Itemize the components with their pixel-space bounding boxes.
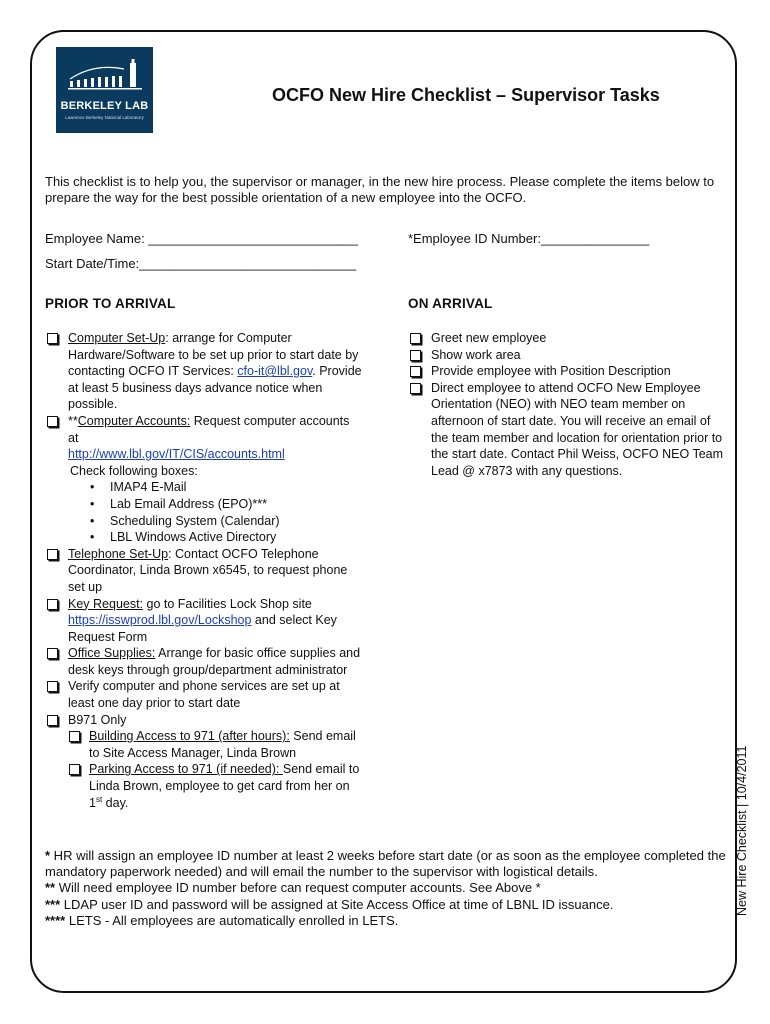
item-text: . Provide at least 5 business days advance notice when possible. xyxy=(68,364,362,412)
checkbox[interactable] xyxy=(410,366,421,377)
checklist-item xyxy=(45,678,363,711)
footnote xyxy=(45,880,735,896)
footnote-text: LDAP user ID and password will be assigned at Site Access Office at time of LBNL ID issuance. xyxy=(60,896,614,912)
logo-subtitle: Lawrence Berkeley National Laboratory xyxy=(65,115,144,120)
building-icon xyxy=(64,57,146,97)
employee-name-field[interactable]: Employee Name: _____________________________ xyxy=(45,231,358,246)
footnote-text: LETS - All employees are automatically enrolled in LETS. xyxy=(65,912,399,928)
item-text: Arrange for basic office supplies and desk keys through group/department administrator xyxy=(68,646,361,677)
footnote-text: Will need employee ID number before can request computer accounts. See Above * xyxy=(55,880,541,896)
checklist-item xyxy=(45,413,363,546)
footnote xyxy=(45,897,735,913)
page-title: OCFO New Hire Checklist – Supervisor Tasks xyxy=(272,85,660,105)
checklist-item xyxy=(45,546,363,596)
checklist-subitem xyxy=(67,761,363,811)
checklist-item xyxy=(45,712,363,729)
footnote-mark: *** xyxy=(45,896,61,912)
list-item: • IMAP4 E-Mail xyxy=(90,479,363,496)
checkbox[interactable] xyxy=(47,681,58,692)
computer-accounts-label: Computer Accounts: xyxy=(77,413,191,428)
intro-text: This checklist is to help you, the supervisor or manager, in the new hire process. Please complete the items below to prepare the way for the best possible orientation of a new employee into the OCFO. xyxy=(45,174,715,205)
checklist-item xyxy=(408,380,728,480)
parking-access-label: Parking Access to 971 (if needed): xyxy=(89,762,283,777)
list-item: • Lab Email Address (EPO)*** xyxy=(90,496,363,513)
checkbox[interactable] xyxy=(47,549,58,560)
checkbox[interactable] xyxy=(410,350,421,361)
accounts-box-list xyxy=(68,479,363,545)
checklist-item xyxy=(45,596,363,646)
footnote-mark: * xyxy=(45,848,51,863)
checkbox[interactable] xyxy=(47,648,58,659)
footnote-mark: **** xyxy=(45,912,66,928)
building-access-label: Building Access to 971 (after hours): xyxy=(89,729,290,744)
employee-id-field[interactable]: *Employee ID Number:_______________ xyxy=(408,231,650,246)
checkbox[interactable] xyxy=(47,599,58,610)
item-text: Provide employee with Position Description xyxy=(431,364,671,379)
footnotes xyxy=(45,848,735,929)
cfo-it-email-link[interactable]: cfo-it@lbl.gov xyxy=(237,364,313,379)
checklist-item xyxy=(45,645,363,678)
computer-setup-label: Computer Set-Up xyxy=(68,331,166,345)
list-item: • Scheduling System (Calendar) xyxy=(90,513,363,530)
item-text: and select Key Request Form xyxy=(68,613,337,644)
telephone-setup-label: Telephone Set-Up xyxy=(68,546,169,561)
prior-list xyxy=(45,330,363,811)
berkeley-lab-logo xyxy=(56,47,153,133)
item-text: Request computer accounts at xyxy=(68,413,350,445)
superscript: st xyxy=(95,794,103,804)
item-text: Send email to Linda Brown, employee to get card from her on 1 xyxy=(89,762,360,810)
key-request-label: Key Request: xyxy=(68,596,144,611)
checklist-item xyxy=(408,363,728,380)
item-text: day. xyxy=(102,795,129,810)
checklist-item xyxy=(408,330,728,347)
footnote xyxy=(45,848,735,880)
checklist-item xyxy=(408,347,728,364)
footnote-mark: ** xyxy=(45,880,56,896)
arrival-heading: ON ARRIVAL xyxy=(408,296,493,311)
footnote xyxy=(45,913,735,929)
item-text: : arrange for Computer Hardware/Software to be set up prior to start date by contacting OCFO IT Services: xyxy=(68,331,359,379)
item-text: : Contact OCFO Telephone Coordinator, Linda Brown x6545, to request phone set up xyxy=(68,546,348,594)
checklist-subitem xyxy=(67,728,363,761)
office-supplies-label: Office Supplies: xyxy=(68,646,156,661)
checkbox[interactable] xyxy=(47,416,58,427)
footnote-text: HR will assign an employee ID number at least 2 weeks before start date (or as soon as the employee completed the mandatory paperwork needed) and will email the number to the supervisor with logistical details. xyxy=(45,848,726,880)
item-text: go to Facilities Lock Shop site xyxy=(143,596,312,611)
item-text: Verify computer and phone services are set up at least one day prior to start date xyxy=(68,679,340,711)
accounts-prefix: ** xyxy=(68,413,78,428)
item-text: Send email to Site Access Manager, Linda Brown xyxy=(89,729,356,760)
item-text: Show work area xyxy=(431,347,521,362)
item-text: B971 Only xyxy=(68,712,127,727)
start-date-field[interactable]: Start Date/Time:______________________________ xyxy=(45,256,357,271)
checkbox[interactable] xyxy=(69,764,80,775)
arrival-list xyxy=(408,330,728,479)
checklist-item xyxy=(45,330,363,413)
prior-heading: PRIOR TO ARRIVAL xyxy=(45,296,176,311)
checkbox[interactable] xyxy=(47,715,58,726)
check-boxes-label: Check following boxes: xyxy=(70,463,198,478)
list-item: • LBL Windows Active Directory xyxy=(90,529,363,546)
checkbox[interactable] xyxy=(69,731,80,742)
logo-name: BERKELEY LAB xyxy=(60,100,149,112)
item-text: Direct employee to attend OCFO New Employee Orientation (NEO) with NEO team member on afternoon of start date. You will receive an email of the team member and location for orientation prior to the start date. Contact Phil Weiss, OCFO NEO Team Lead @ x7873 with any questions. xyxy=(431,380,724,478)
side-footer-label: New Hire Checklist | 10/4/2011 xyxy=(735,745,749,916)
checkbox[interactable] xyxy=(410,333,421,344)
checkbox[interactable] xyxy=(47,333,58,344)
item-text: Greet new employee xyxy=(431,331,547,345)
checkbox[interactable] xyxy=(410,383,421,394)
accounts-url-link[interactable]: http://www.lbl.gov/IT/CIS/accounts.html xyxy=(68,447,285,462)
lockshop-link[interactable]: https://isswprod.lbl.gov/Lockshop xyxy=(68,613,252,628)
